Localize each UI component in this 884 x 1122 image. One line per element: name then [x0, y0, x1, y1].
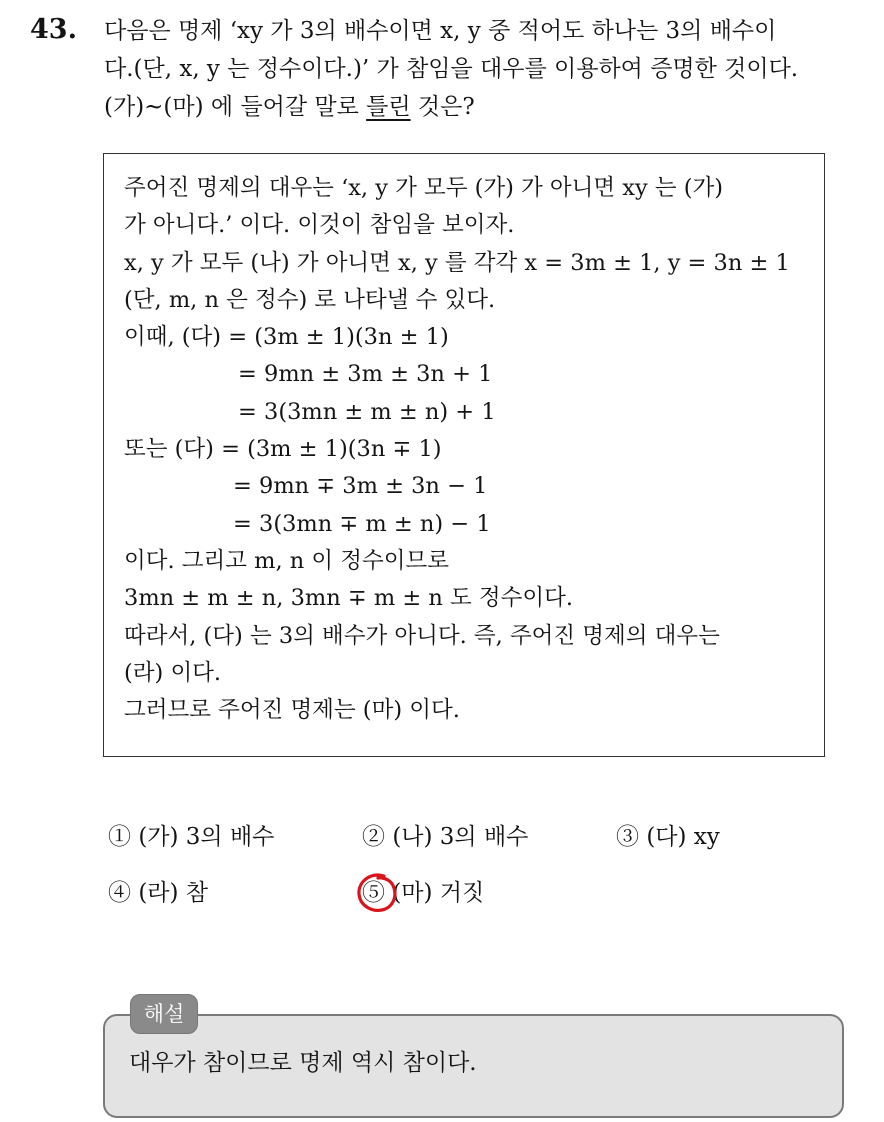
proof-line: = 9mn ∓ 3m ± 3n − 1	[233, 473, 488, 500]
proof-line: 또는 (다) = (3m ± 1)(3n ∓ 1)	[124, 436, 442, 463]
question-line-1: 다음은 명제 ‘xy 가 3의 배수이면 x, y 중 적어도 하나는 3의 배수이	[104, 18, 777, 44]
choice-3-mark: ③	[616, 824, 639, 850]
proof-line: (단, m, n 은 정수) 로 나타낼 수 있다.	[124, 286, 496, 313]
choice-4-mark: ④	[108, 880, 131, 906]
question-number: 43.	[30, 14, 77, 45]
question-line-3-post: 것은?	[410, 94, 475, 120]
question-line-2: 다.(단, x, y 는 정수이다.)’ 가 참임을 대우를 이용하여 증명한 것이다.	[104, 56, 799, 82]
choice-4[interactable]	[108, 874, 208, 912]
explanation-label: 해설	[130, 994, 198, 1034]
underlined-wrong-word: 틀린	[366, 94, 411, 120]
proof-line: = 9mn ± 3m ± 3n + 1	[238, 361, 493, 388]
choice-1-mark: ①	[108, 824, 131, 850]
question-text	[104, 12, 874, 126]
choice-1-label: (가) 3의 배수	[138, 824, 275, 850]
choice-2[interactable]	[362, 818, 528, 856]
choice-2-label: (나) 3의 배수	[392, 824, 529, 850]
proof-text	[124, 170, 814, 729]
proof-line: 따라서, (다) 는 3의 배수가 아니다. 즉, 주어진 명제의 대우는	[124, 622, 720, 649]
choice-5-mark: ⑤	[362, 880, 385, 906]
proof-line: 가 아니다.’ 이다. 이것이 참임을 보이자.	[124, 212, 515, 239]
choice-5-label: (마) 거짓	[392, 880, 485, 906]
proof-line: 이다. 그리고 m, n 이 정수이므로	[124, 547, 449, 574]
answer-circle-stroke	[359, 875, 395, 910]
explanation-box	[103, 1014, 844, 1118]
choice-4-label: (라) 참	[138, 880, 209, 906]
question-line-3	[104, 88, 874, 126]
answer-circle-mark	[354, 870, 400, 916]
proof-box	[103, 153, 825, 757]
question-line-3-pre: (가)~(마) 에 들어갈 말로	[104, 94, 367, 120]
choice-3[interactable]	[616, 818, 720, 856]
proof-line: 이때, (다) = (3m ± 1)(3n ± 1)	[124, 324, 449, 351]
proof-line: x, y 가 모두 (나) 가 아니면 x, y 를 각각 x = 3m ± 1, y = 3n ± 1	[124, 249, 790, 276]
choice-2-mark: ②	[362, 824, 385, 850]
choice-1[interactable]	[108, 818, 274, 856]
proof-line: 3mn ± m ± n, 3mn ∓ m ± n 도 정수이다.	[124, 585, 573, 612]
choice-3-label: (다) xy	[646, 824, 720, 850]
proof-line: = 3(3mn ± m ± n) + 1	[238, 398, 496, 425]
proof-line: (라) 이다.	[124, 659, 222, 686]
proof-line: = 3(3mn ∓ m ± n) − 1	[233, 510, 491, 537]
proof-line: 그러므로 주어진 명제는 (마) 이다.	[124, 697, 460, 724]
explanation-text: 대우가 참이므로 명제 역시 참이다.	[129, 1050, 477, 1076]
proof-line: 주어진 명제의 대우는 ‘x, y 가 모두 (가) 가 아니면 xy 는 (가)	[124, 175, 724, 201]
